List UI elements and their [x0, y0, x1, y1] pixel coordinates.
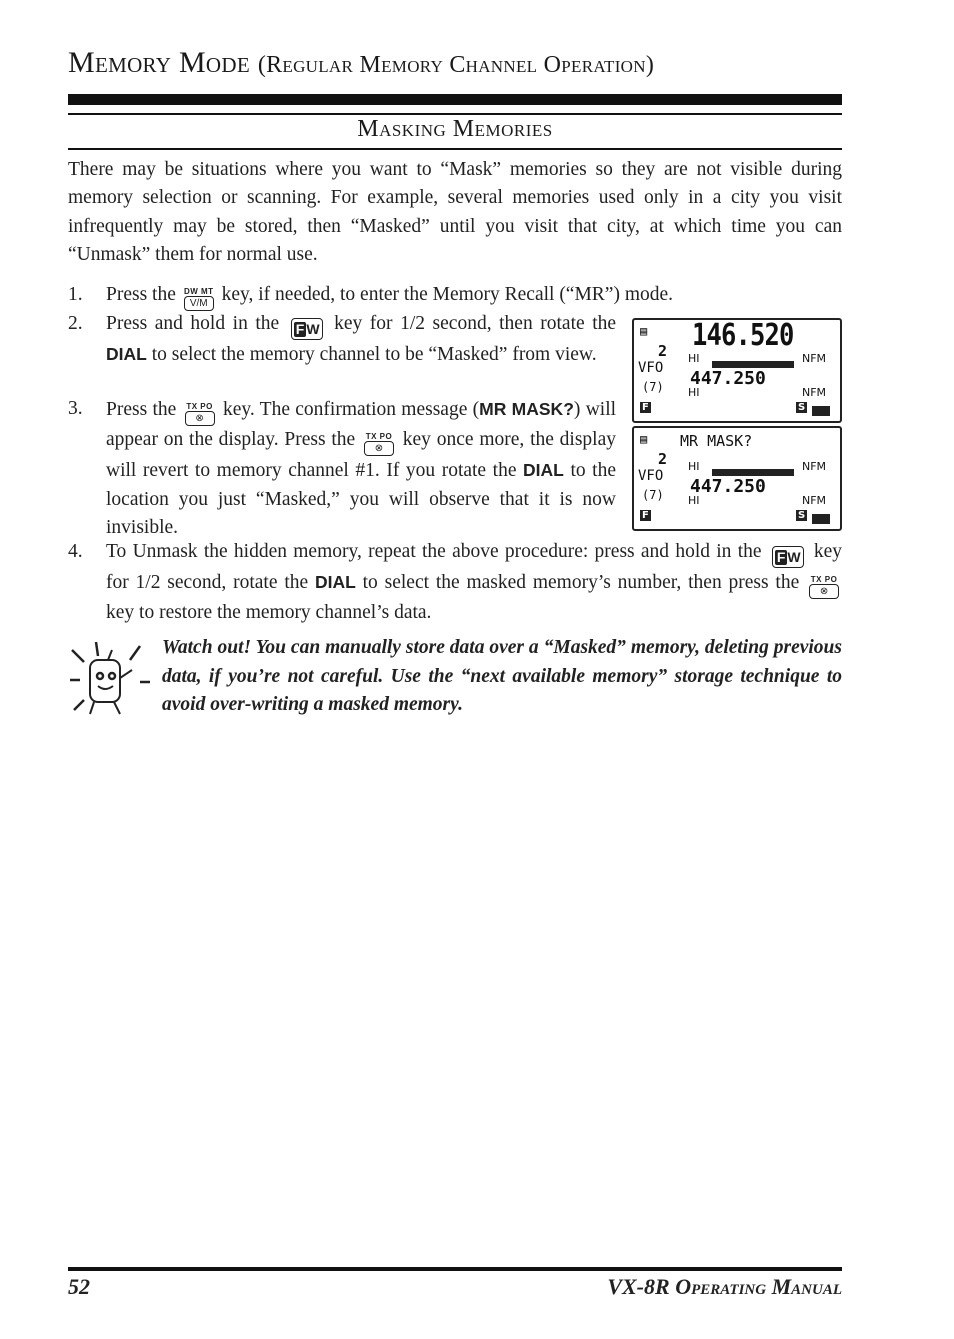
key-label: V/M: [184, 296, 214, 311]
lcd-display-mask: [632, 426, 842, 531]
dial-label: DIAL: [314, 572, 356, 592]
txpo-key-icon: [364, 432, 394, 456]
step-text: [106, 281, 842, 311]
section-title: Masking Memories: [357, 116, 553, 142]
lcd-display-normal: [632, 318, 842, 423]
lcd-freq-top: 146.520: [692, 318, 794, 353]
lcd-channel: 2: [658, 342, 668, 360]
lcd-freq-bottom: 447.250: [690, 476, 766, 497]
step-number: 1.: [68, 284, 83, 305]
battery-icon: [812, 402, 830, 421]
step-text-d: key once more, the display will revert to memory channel #1. If you rotate the: [106, 429, 617, 481]
step-text-c: to select the masked memory’s number, then press the: [362, 572, 800, 593]
memo-icon: ▤: [640, 324, 648, 338]
lcd-s-indicator: S: [798, 510, 806, 521]
key-top-label: DW MT: [183, 287, 214, 296]
step-number: 2.: [68, 313, 83, 334]
lcd-channel: 2: [658, 450, 668, 468]
key-top-label: TX PO: [365, 432, 393, 441]
key-w-label: W: [306, 321, 320, 337]
section-rule: [68, 113, 842, 115]
fw-key-icon: [291, 318, 323, 340]
lcd-freq-bottom: 447.250: [690, 368, 766, 389]
lcd-number: (7): [642, 380, 664, 394]
step-text-a: To Unmask the hidden memory, repeat the above procedure: press and hold in the: [106, 541, 762, 562]
warning-mascot-icon: [68, 638, 152, 722]
lcd-mode-bottom: NFM: [802, 494, 827, 507]
lcd-s-indicator: S: [798, 402, 806, 413]
key-box: ⊗: [364, 441, 394, 456]
step-text-b: key. The confirmation message (: [222, 399, 480, 420]
header-rule: [68, 94, 842, 105]
key-top-label: TX PO: [810, 575, 838, 584]
key-box: ⊗: [185, 411, 215, 426]
step-text-b: key, if needed, to enter the Memory Recall (“MR”) mode.: [221, 284, 674, 305]
step-text-b: key for 1/2 second, then rotate the: [334, 313, 617, 334]
lcd-pwr-bottom: HI: [688, 386, 700, 399]
lcd-vfo: VFO: [638, 468, 664, 484]
lcd-mode-top: NFM: [802, 460, 827, 473]
title-main: Memory Mode: [68, 46, 250, 79]
lcd-mode-top: NFM: [802, 352, 827, 365]
step-text-a: Press the: [106, 284, 176, 305]
section-rule-bottom: [68, 148, 842, 150]
fw-key-icon: [772, 546, 804, 568]
step-text: [106, 395, 616, 543]
page-number: 52: [68, 1274, 90, 1299]
footer-manual: Operating Manual: [675, 1274, 842, 1299]
key-f-label: F: [776, 549, 786, 565]
step-number: 3.: [68, 398, 83, 419]
key-w-label: W: [787, 549, 801, 565]
step-number: 4.: [68, 541, 83, 562]
lcd-mask-message: MR MASK?: [680, 432, 753, 450]
footer-rule: [68, 1267, 842, 1271]
lcd-pwr-bottom: HI: [688, 494, 700, 507]
lcd-pwr-top: HI: [688, 352, 700, 365]
footer-title: [607, 1274, 842, 1300]
lcd-pwr-top: HI: [688, 460, 700, 473]
txpo-key-icon: [809, 575, 839, 599]
step-text: [106, 310, 616, 370]
lcd-mode-bottom: NFM: [802, 386, 827, 399]
step-text-c: ) will appear on the display. Press the: [106, 399, 617, 450]
lcd-f-indicator: F: [642, 402, 649, 413]
lcd-f-indicator: F: [642, 510, 649, 521]
memo-icon: ▤: [640, 432, 648, 446]
step-text-c: to select the memory channel to be “Masked” from view.: [151, 344, 597, 365]
step-text-a: Press the: [106, 399, 177, 420]
warning-note: Watch out! You can manually store data over a “Masked” memory, deleting previous data, if you’re not careful. Use the “next available memory” storage technique to avoid over-writing a masked memory.: [162, 637, 842, 715]
key-top-label: TX PO: [186, 402, 213, 411]
title-sub: (Regular Memory Channel Operation): [257, 52, 655, 78]
txpo-key-icon: [185, 402, 215, 426]
dial-label: DIAL: [523, 460, 564, 480]
lcd-vfo: VFO: [638, 360, 664, 376]
step-text-e: to the location you just “Masked,” you will observe that it is now invisible.: [106, 460, 616, 538]
footer-model: VX-8R: [607, 1274, 670, 1299]
step-text-a: Press and hold in the: [106, 313, 280, 334]
dial-label: DIAL: [106, 344, 147, 364]
step-text-d: key to restore the memory channel’s data.: [106, 602, 432, 623]
step-text: [106, 538, 842, 628]
key-f-label: F: [295, 321, 305, 337]
battery-icon: [812, 510, 830, 529]
key-box: ⊗: [809, 584, 839, 599]
lcd-number: (7): [642, 488, 664, 502]
step-text-b: key for 1/2 second, rotate the: [106, 541, 843, 593]
intro-paragraph: There may be situations where you want to “Mask” memories so they are not visible during memory selection or scanning. For example, several memories used only in a city you visit infrequently may be stored, then “Masked” until you visit that city, at which time you can “Unmask” them for normal use.: [68, 159, 842, 265]
vm-key-icon: [184, 287, 214, 311]
page-title: [68, 46, 848, 80]
confirmation-message: MR MASK?: [479, 399, 574, 419]
